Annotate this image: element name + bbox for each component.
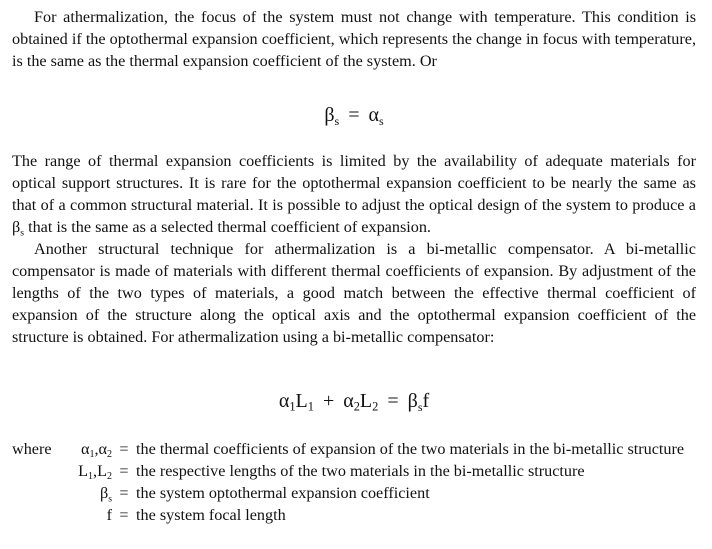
equals-sign: = bbox=[387, 390, 399, 412]
subscript-2: 2 bbox=[353, 399, 360, 414]
symbol-beta: β bbox=[407, 390, 418, 412]
subscript-1: 1 bbox=[88, 471, 94, 482]
symbol-alpha: α bbox=[368, 104, 379, 126]
definition-row-beta bbox=[12, 482, 696, 504]
paragraph-bimetallic-compensator: Another structural technique for athermalization is a bi-metallic compensator. A bi-metallic compensator is made of materials with different thermal coefficients of expansion. By adjustment of the lengths of the two types of materials, a good match between the effective thermal coefficient of expansion of the structure along the optical axis and the optothermal expansion coefficient of the structure is obtained. For athermalization using a bi-metallic compensator: bbox=[12, 240, 696, 346]
symbol-L: L bbox=[78, 462, 89, 480]
definition-row-alpha bbox=[12, 438, 696, 460]
symbol-alpha: α bbox=[80, 440, 90, 458]
subscript-2: 2 bbox=[372, 399, 379, 414]
where-label: where bbox=[12, 440, 52, 458]
where-definition-list bbox=[12, 438, 696, 526]
equation-bimetallic-compensator bbox=[12, 388, 696, 414]
symbol-L: L bbox=[295, 390, 308, 412]
subscript-s: s bbox=[378, 114, 384, 129]
symbol-L: L bbox=[97, 462, 107, 480]
equation-beta-equals-alpha bbox=[12, 102, 696, 128]
comma: , bbox=[94, 440, 99, 458]
paragraph-expansion-range-text-end: that is the same as a selected thermal coefficient of expansion. bbox=[28, 218, 431, 236]
paragraph-expansion-range-text: The range of thermal expansion coefficients is limited by the availability of adequate materials for optical support structures. It is rare for the optothermal expansion coefficient to be nearly the same as that of a common structural material. It is possible to adjust the optical design of the system to produce a bbox=[12, 152, 696, 214]
subscript-1: 1 bbox=[307, 399, 314, 414]
symbol-L: L bbox=[359, 390, 373, 412]
symbol-f: f bbox=[422, 390, 430, 412]
symbol-alpha: α bbox=[98, 440, 107, 458]
equals-sign: = bbox=[119, 462, 129, 480]
equals-sign: = bbox=[119, 440, 129, 458]
equals-sign: = bbox=[348, 104, 360, 126]
definition-symbol bbox=[52, 504, 112, 526]
subscript-s: s bbox=[417, 400, 423, 415]
subscript-2: 2 bbox=[106, 471, 112, 482]
symbol-alpha: α bbox=[343, 390, 354, 412]
equals-sign: = bbox=[119, 506, 129, 524]
definition-row-lengths bbox=[12, 460, 696, 482]
subscript-s: s bbox=[108, 493, 112, 505]
plus-sign: + bbox=[322, 390, 335, 412]
definition-symbol bbox=[52, 482, 112, 504]
symbol-beta: β bbox=[12, 218, 21, 236]
definition-text: the thermal coefficients of expansion of the two materials in the bi-metallic structure bbox=[136, 440, 685, 458]
definition-text: the system optothermal expansion coefficient bbox=[136, 484, 430, 502]
comma: , bbox=[93, 462, 98, 480]
subscript-s: s bbox=[334, 114, 340, 129]
paragraph-athermalization-intro: For athermalization, the focus of the system must not change with temperature. This condition is obtained if the optothermal expansion coefficient, which represents the change in focus with temperature, is the same as the thermal expansion coefficient of the system. Or bbox=[12, 8, 696, 70]
definition-symbol bbox=[52, 460, 112, 482]
subscript-s: s bbox=[20, 227, 25, 239]
subscript-1: 1 bbox=[289, 399, 296, 414]
symbol-beta: β bbox=[99, 484, 109, 502]
paragraph-expansion-range bbox=[12, 150, 696, 238]
symbol-alpha: α bbox=[278, 390, 290, 412]
definition-text: the system focal length bbox=[136, 506, 286, 524]
definition-symbol bbox=[52, 438, 112, 460]
symbol-beta: β bbox=[324, 104, 335, 126]
subscript-1: 1 bbox=[89, 449, 95, 460]
symbol-f: f bbox=[106, 506, 112, 524]
equals-sign: = bbox=[119, 484, 129, 502]
definition-text: the respective lengths of the two materials in the bi-metallic structure bbox=[136, 462, 585, 480]
subscript-2: 2 bbox=[106, 449, 112, 460]
definition-row-focal-length bbox=[12, 504, 696, 526]
